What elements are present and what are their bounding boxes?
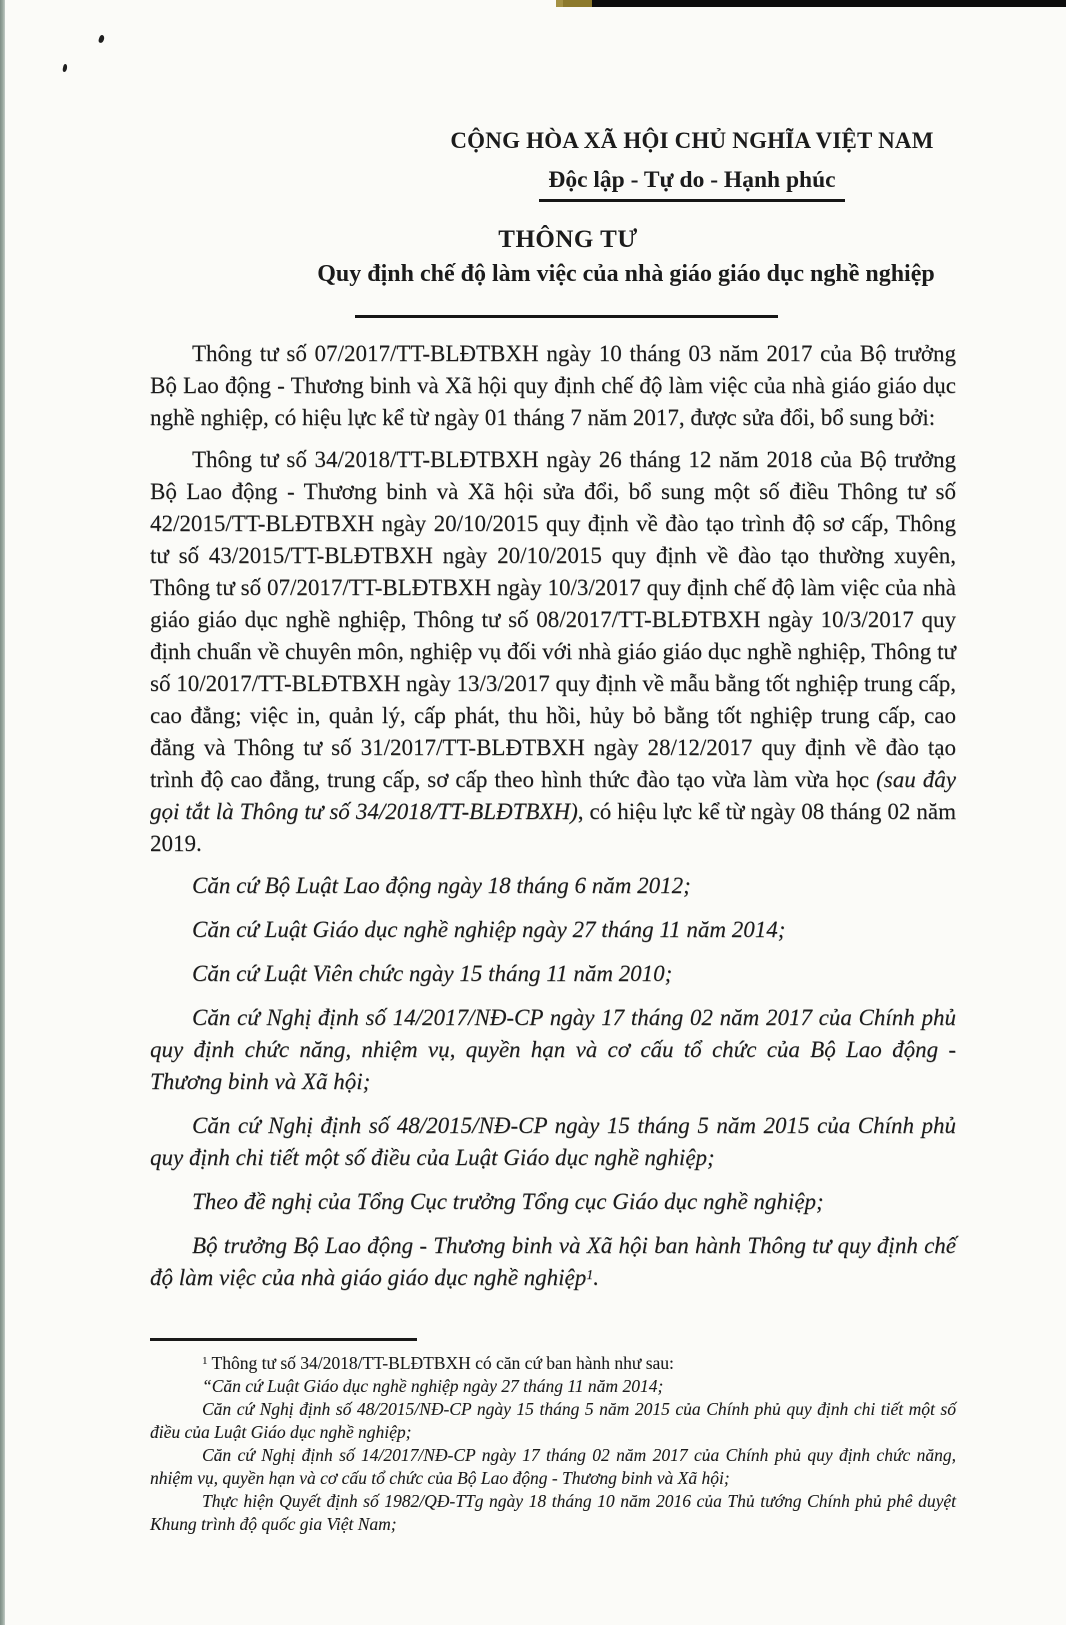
footnote-line: Thực hiện Quyết định số 1982/QĐ-TTg ngày 18 tháng 10 năm 2016 của Thủ tướng Chính phủ phê duyệt Khung trình độ quốc gia Việt Nam; — [150, 1490, 956, 1534]
recital-paragraph: Căn cứ Bộ Luật Lao động ngày 18 tháng 6 năm 2012; — [192, 873, 691, 898]
doc-subtitle: Quy định chế độ làm việc của nhà giáo giáo dục nghề nghiệp — [317, 261, 935, 287]
header-block — [420, 126, 964, 202]
motto-underline — [539, 199, 845, 202]
top-scan-bar — [563, 0, 1066, 7]
para2-text-2: , có hiệu lực kể từ ngày 08 tháng 02 năm 2019. — [150, 799, 957, 856]
left-scan-edge-line — [0, 0, 5, 1625]
recital-paragraph: Căn cứ Luật Viên chức ngày 15 tháng 11 năm 2010; — [192, 961, 673, 986]
document-body — [150, 338, 956, 1306]
para2-text-1: Thông tư số 34/2018/TT-BLĐTBXH ngày 26 tháng 12 năm 2018 của Bộ trưởng Bộ Lao động - Thương binh và Xã hội sửa đổi, bổ sung một số điều Thông tư số 42/2015/TT-BLĐTBXH ngày 20/10/2015 quy định về đào tạo trình độ sơ cấp, Thông tư số 43/2015/TT-BLĐTBXH ngày 20/10/2015 quy định về đào tạo thường xuyên, Thông tư số 07/2017/TT-BLĐTBXH ngày 10/3/2017 quy định chế độ làm việc của nhà giáo giáo dục nghề nghiệp, Thông tư số 08/2017/TT-BLĐTBXH ngày 10/3/2017 quy định chuẩn về chuyên môn, nghiệp vụ đối với nhà giáo giáo dục nghề nghiệp, Thông tư số 10/2017/TT-BLĐTBXH ngày 13/3/2017 quy định về mẫu bằng tốt nghiệp trung cấp, cao đẳng; việc in, quản lý, cấp phát, thu hồi, hủy bỏ bằng tốt nghiệp trung cấp, cao đẳng và Thông tư số 31/2017/TT-BLĐTBXH ngày 28/12/2017 quy định về đào tạo trình độ cao đẳng, trung cấp, sơ cấp theo hình thức đào tạo vừa làm vừa học — [150, 447, 956, 792]
recital-paragraph: Căn cứ Nghị định số 14/2017/NĐ-CP ngày 17 tháng 02 năm 2017 của Chính phủ quy định chức năng, nhiệm vụ, quyền hạn và cơ cấu tổ chức của Bộ Lao động - Thương binh và Xã hội; — [150, 1005, 956, 1094]
footnote-ref: 1 — [202, 1354, 208, 1367]
footnote-ref-marker: 1 — [586, 1268, 594, 1283]
top-scan-bar-accent — [556, 0, 592, 7]
closing-period: . — [593, 1265, 600, 1290]
subtitle-divider — [355, 315, 778, 318]
national-motto: Độc lập - Tự do - Hạnh phúc — [548, 167, 836, 193]
closing-text: Bộ trưởng Bộ Lao động - Thương binh và Xã hội ban hành Thông tư quy định chế độ làm việc của nhà giáo giáo dục nghề nghiệp — [150, 1233, 956, 1290]
footnote-intro-text: Thông tư số 34/2018/TT-BLĐTBXH có căn cứ ban hành như sau: — [207, 1352, 674, 1373]
recital-paragraph: Căn cứ Luật Giáo dục nghề nghiệp ngày 27 tháng 11 năm 2014; — [192, 917, 786, 942]
ink-speck — [98, 34, 105, 43]
footnote-section — [150, 1338, 956, 1536]
para2-aside: (sau đây gọi tắt là Thông tư số 34/2018/TT-BLĐTBXH) — [150, 767, 956, 824]
footnote-line: Căn cứ Nghị định số 14/2017/NĐ-CP ngày 17 tháng 02 năm 2017 của Chính phủ quy định chức năng, nhiệm vụ, quyền hạn và cơ cấu tổ chức của Bộ Lao động - Thương binh và Xã hội; — [150, 1444, 956, 1488]
footnote-line: Căn cứ Nghị định số 48/2015/NĐ-CP ngày 15 tháng 5 năm 2015 của Chính phủ quy định chi tiết một số điều của Luật Giáo dục nghề nghiệp; — [150, 1398, 956, 1442]
footnote-rule — [150, 1338, 417, 1341]
ink-speck — [62, 64, 68, 73]
doc-type-title: THÔNG TƯ — [498, 226, 638, 253]
footnote-line: “Căn cứ Luật Giáo dục nghề nghiệp ngày 27 tháng 11 năm 2014; — [202, 1375, 664, 1396]
footnote-intro — [150, 1352, 956, 1375]
recital-paragraph: Theo đề nghị của Tổng Cục trưởng Tổng cục Giáo dục nghề nghiệp; — [192, 1189, 824, 1214]
national-title: CỘNG HÒA XÃ HỘI CHỦ NGHĨA VIỆT NAM — [450, 128, 934, 153]
intro-paragraph-2 — [150, 444, 956, 860]
recital-paragraph: Căn cứ Nghị định số 48/2015/NĐ-CP ngày 15 tháng 5 năm 2015 của Chính phủ quy định chi tiết một số điều của Luật Giáo dục nghề nghiệp; — [150, 1113, 956, 1170]
intro-paragraph-1: Thông tư số 07/2017/TT-BLĐTBXH ngày 10 tháng 03 năm 2017 của Bộ trưởng Bộ Lao động - Thương binh và Xã hội quy định chế độ làm việc của nhà giáo giáo dục nghề nghiệp, có hiệu lực kể từ ngày 01 tháng 7 năm 2017, được sửa đổi, bổ sung bởi: — [150, 341, 956, 430]
closing-paragraph — [150, 1230, 956, 1294]
